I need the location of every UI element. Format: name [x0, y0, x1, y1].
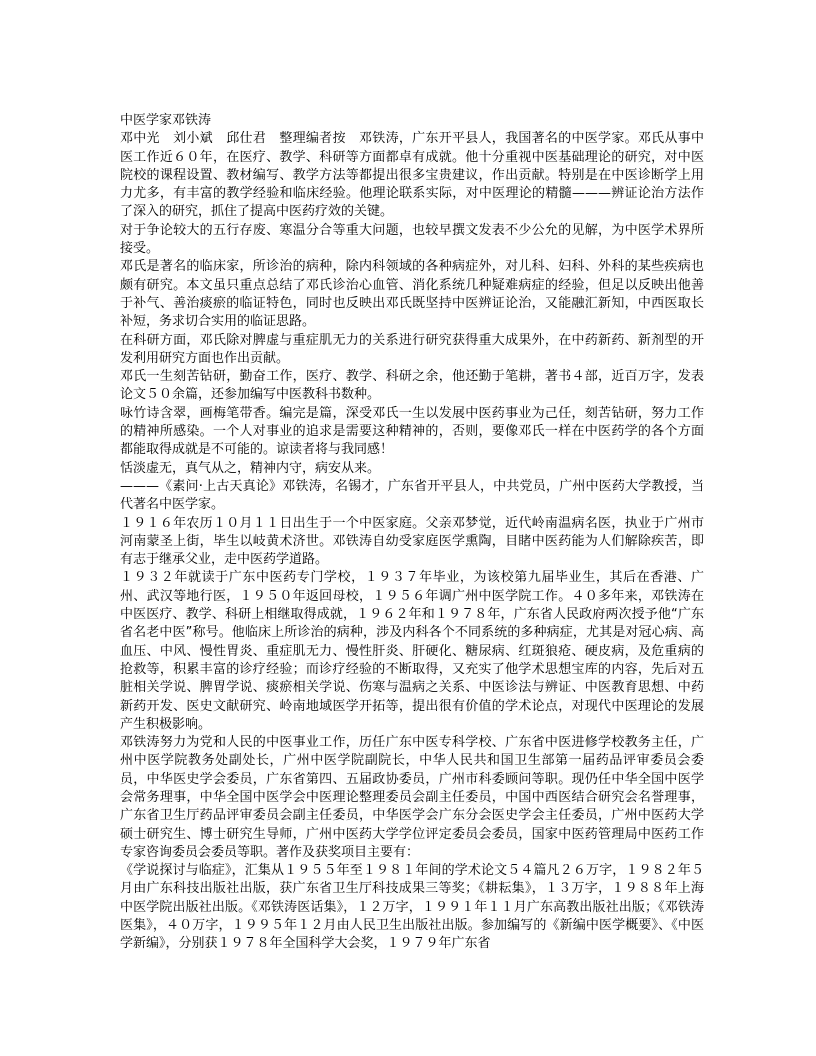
document-title: 中医学家邓铁涛: [120, 113, 212, 128]
paragraph: 在科研方面，邓氏除对脾虚与重症肌无力的关系进行研究获得重大成果外，在中药新药、新剂型的开发利用研究方面也作出贡献。: [120, 332, 704, 366]
paragraph: １９３２年就读于广东中医药专门学校，１９３７年毕业，为该校第九届毕业生，其后在香港、广州、武汉等地行医，１９５０年返回母校，１９５６年调广州中医学院工作。４０多年来，邓铁涛在中医医疗、教学、科研上相继取得成就，１９６２年和１９７８年，广东省人民政府两次授予他“广东省名老中医”称号。他临床上所诊治的病种，涉及内科各个不同系统的多种病症，尤其是对冠心病、高血压、中风、慢性胃炎、重症肌无力、慢性肝炎、肝硬化、糖尿病、红斑狼疮、硬皮病，及危重病的抢救等，积累丰富的诊疗经验；而诊疗经验的不断取得，又充实了他学术思想宝库的内容，先后对五脏相关学说、脾胃学说、痰瘀相关学说、伤寒与温病之关系、中医诊法与辨证、中医教育思想、中药新药开发、医史文献研究、岭南地域医学开拓等，提出很有价值的学术论点，对现代中医理论的发展产生积极影响。: [120, 570, 704, 732]
paragraph: １９１６年农历１０月１１日出生于一个中医家庭。父亲邓梦觉，近代岭南温病名医，执业于广州市河南蒙圣上街，毕生以岐黄术济世。邓铁涛自幼受家庭医学熏陶，目睹中医药能为人们解除疾苦，即有志于继承父业，走中医药学道路。: [120, 515, 704, 568]
paragraph: ———《素问·上古天真论》邓铁涛，名锡才，广东省开平县人，中共党员，广州中医药大学教授，当代著名中医学家。: [120, 478, 704, 513]
epigraph-quote: 恬淡虚无，真气从之，精神内守，病安从来。: [120, 460, 381, 476]
paragraph: 邓氏一生刻苦钻研，勤奋工作，医疗、教学、科研之余，他还勤于笔耕，著书４部，近百万字，发表论文５０余篇，还参加编写中医教科书数种。: [120, 369, 704, 403]
paragraph-byline-editor-note: 邓中光 刘小斌 邱仕君 整理编者按 邓铁涛，广东开平县人，我国著名的中医学家。邓氏从事中医工作近６０年，在医疗、教学、科研等方面都卓有成就。他十分重视中医基础理论的研究，对中医院校的课程设置、教材编写、教学方法等都提出很多宝贵建议，作出贡献。特别是在中医诊断学上用力尤多，有丰富的教学经验和临床经验。他理论联系实际，对中医理论的精髓———辨证论治方法作了深入的研究，抓住了提高中医药疗效的关键。: [120, 131, 704, 220]
paragraph: 《学说探讨与临症》，汇集从１９５５年至１９８１年间的学术论文５４篇凡２６万字，１９８２年５月由广东科技出版社出版，获广东省卫生厅科技成果三等奖；《耕耘集》，１３万字，１９８８年上海中医学院出版社出版。《邓铁涛医话集》，１２万字，１９９１年１１月广东高教出版社出版；《邓铁涛医集》，４０万字，１９９５年１２月由人民卫生出版社出版。参加编写的《新编中医学概要》、《中医学新编》，分别获１９７８年全国科学大会奖，１９７９年广东省: [120, 863, 704, 952]
paragraph: 对于争论较大的五行存废、寒温分合等重大问题，也较早撰文发表不少公允的见解，为中医学术界所接受。: [120, 222, 704, 257]
paragraph: 邓铁涛努力为党和人民的中医事业工作，历任广东中医专科学校、广东省中医进修学校教务主任，广州中医学院教务处副处长，广州中医学院副院长，中华人民共和国卫生部第一届药品评审委员会委员，中华医史学会委员，广东省第四、五届政协委员，广州市科委顾问等职。现仍任中华全国中医学会常务理事，中华全国中医学会中医理论整理委员会副主任委员，中国中西医结合研究会名誉理事，广东省卫生厅药品评审委员会副主任委员，中华医学会广东分会医史学会主任委员，广州中医药大学硕士研究生、博士研究生导师，广州中医药大学学位评定委员会委员，国家中医药管理局中医药工作专家咨询委员会委员等职。著作及获奖项目主要有：: [120, 735, 704, 860]
document-page: [120, 112, 704, 954]
paragraph: 邓氏是著名的临床家，所诊治的病种，除内科领域的各种病症外，对儿科、妇科、外科的某些疾病也颇有研究。本文虽只重点总结了邓氏诊治心血管、消化系统几种疑难病症的经验，但足以反映出他善于补气、善治痰瘀的临证特色，同时也反映出邓氏既坚持中医辨证论治，又能融汇新知，中西医取长补短，务求切合实用的临证思路。: [120, 259, 704, 330]
paragraph: 咏竹诗含翠，画梅笔带香。编完是篇，深受邓氏一生以发展中医药事业为己任，刻苦钻研，努力工作的精神所感染。一个人对事业的追求是需要这种精神的，否则，要像邓氏一样在中医药学的各个方面都能取得成就是不可能的。谅读者将与我同感！: [120, 405, 704, 458]
